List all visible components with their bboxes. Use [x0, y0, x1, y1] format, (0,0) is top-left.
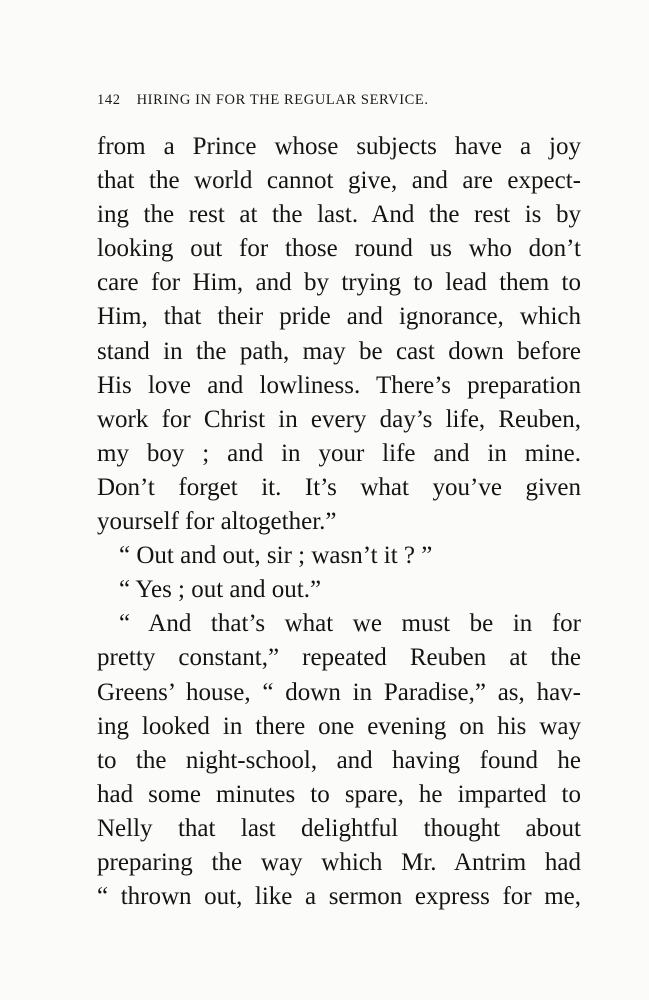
text-line: work for Christ in every day’s life, Reuben, [97, 405, 581, 433]
text-line: “ Yes ; out and out.” [119, 576, 322, 604]
running-header [97, 92, 541, 109]
text-line: ing looked in there one evening on his way [97, 712, 581, 740]
text-line: Don’t forget it. It’s what you’ve given [97, 473, 581, 501]
text-line: care for Him, and by trying to lead them to [97, 269, 581, 297]
text-line: pretty constant,” repeated Reuben at the [97, 644, 581, 672]
text-line: Nelly that last delightful thought about [97, 814, 581, 842]
text-line: ing the rest at the last. And the rest is by [97, 201, 581, 229]
text-line: looking out for those round us who don’t [97, 235, 581, 263]
text-line: to the night-school, and having found he [97, 746, 581, 774]
body-text [97, 130, 581, 914]
text-line: had some minutes to spare, he imparted to [97, 780, 581, 808]
page-number: 142 [97, 92, 121, 108]
text-line: His love and lowliness. There’s preparation [97, 371, 581, 399]
text-line: Him, that their pride and ignorance, which [97, 303, 581, 331]
text-line: my boy ; and in your life and in mine. [97, 439, 581, 467]
text-line: stand in the path, may be cast down before [97, 337, 581, 365]
text-line: “ thrown out, like a sermon express for me, [97, 883, 581, 911]
text-line: preparing the way which Mr. Antrim had [97, 848, 581, 876]
text-line: “ And that’s what we must be in for [119, 610, 581, 638]
text-line: “ Out and out, sir ; wasn’t it ? ” [119, 542, 433, 570]
text-line: from a Prince whose subjects have a joy [97, 133, 581, 160]
running-title: HIRING IN FOR THE REGULAR SERVICE. [136, 92, 429, 108]
text-line: yourself for altogether.” [97, 508, 337, 536]
text-line: that the world cannot give, and are expect- [97, 167, 581, 195]
text-line: Greens’ house, “ down in Paradise,” as, hav- [97, 678, 581, 706]
